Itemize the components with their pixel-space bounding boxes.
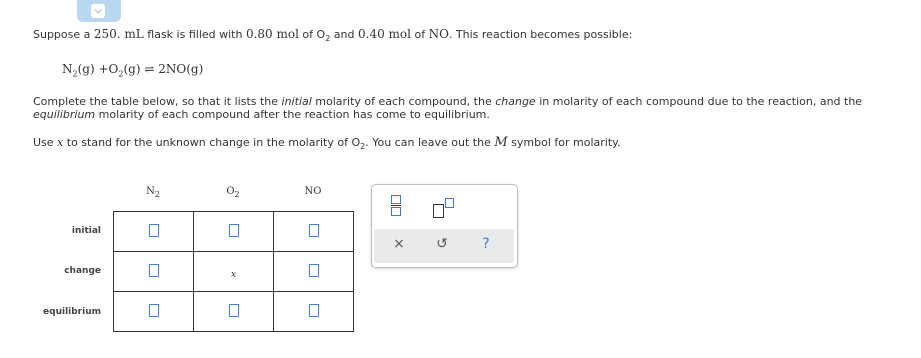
palette-action-bar (374, 229, 514, 263)
instructions-line-1: Complete the table below, so that it lists the initial molarity of each compound, the change in molarity of each compound due to the reaction, and the (33, 95, 863, 108)
cell-change-n2 (114, 252, 194, 292)
hint-text: Use x to stand for the unknown change in the molarity of $O_2$. You can leave out the M symbol for molarity. (33, 135, 621, 152)
row-header-initial: initial (71, 226, 101, 236)
answer-input-initial-o2[interactable] (229, 224, 239, 237)
row-header-equilibrium: equilibrium (43, 307, 101, 317)
collapse-tab[interactable] (77, 0, 121, 22)
column-header-no: NO (304, 186, 322, 197)
chevron-down-icon: ⌵ (91, 4, 105, 18)
help-icon[interactable]: ? (482, 236, 490, 252)
equilibrium-arrow-icon: ⇌ (144, 62, 155, 76)
change-o2-value: x (230, 270, 237, 280)
superscript-icon[interactable] (433, 198, 455, 218)
reaction-equation: $N_2(g) +O_2(g)$ ⇌ 2NO(g) (62, 62, 204, 79)
column-header-n2: $N_2$ (146, 186, 160, 199)
cell-initial-o2 (194, 212, 274, 252)
fraction-icon[interactable] (391, 194, 401, 218)
close-icon[interactable]: × (393, 236, 405, 252)
answer-input-change-n2[interactable] (149, 264, 159, 277)
cell-change-no (274, 252, 354, 292)
cell-initial-n2 (114, 212, 194, 252)
answer-input-equilibrium-n2[interactable] (149, 304, 159, 317)
math-palette (371, 184, 518, 268)
answer-input-change-no[interactable] (309, 264, 319, 277)
answer-input-equilibrium-o2[interactable] (229, 304, 239, 317)
cell-equilibrium-no (274, 292, 354, 332)
answer-input-initial-n2[interactable] (149, 224, 159, 237)
cell-equilibrium-o2 (194, 292, 274, 332)
cell-equilibrium-n2 (114, 292, 194, 332)
answer-input-equilibrium-no[interactable] (309, 304, 319, 317)
answer-input-initial-no[interactable] (309, 224, 319, 237)
cell-change-o2 (194, 252, 274, 292)
undo-icon[interactable]: ↺ (436, 236, 448, 252)
row-header-change: change (64, 266, 101, 276)
instructions-line-2: equilibrium molarity of each compound after the reaction has come to equilibrium. (33, 108, 490, 121)
ice-table (113, 211, 354, 332)
problem-intro: Suppose a 250. mL flask is filled with 0.80 mol of $O_2$ and 0.40 mol of NO. This reaction becomes possible: (33, 27, 633, 44)
cell-initial-no (274, 212, 354, 252)
column-header-o2: $O_2$ (226, 186, 240, 199)
